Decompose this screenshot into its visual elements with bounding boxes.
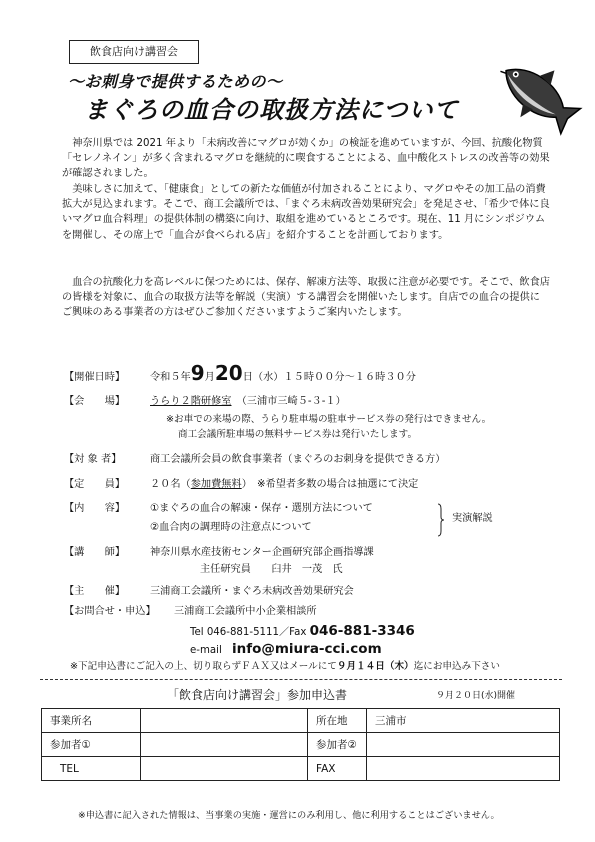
contact-email-row (190, 642, 382, 658)
host-value: 三浦商工会議所・まぐろ未病改善効果研究会 (150, 586, 354, 597)
subtitle: ～お刺身で提供するための～ (68, 72, 283, 91)
table-row (42, 757, 560, 781)
cut-line (40, 679, 562, 680)
intro-paragraph-2: 美味しさに加えて、「健康食」としての新たな価値が付加されることにより、マグロやその加工品の消費拡大が見込まれます。そこで、商工会議所では、「まぐろ未病改善効果研究会」を発足させ、「希少で体に良いマグロ血合料理」の提供体制の構築に向け、取組を進めているところです。現在、11 月にシンポジウムを開催し、その席上で「血合が食べられる店」を紹介することを計画しております。 (62, 184, 550, 241)
form-label-participant-2: 参加者② (308, 733, 367, 757)
date-time: （水）１５時００分～１６時３０分 (252, 372, 416, 383)
form-label-fax: FAX (308, 757, 367, 781)
form-label-address: 所在地 (308, 709, 367, 733)
target-value: 商工会議所会員の飲食事業者（まぐろのお刺身を提供できる方） (150, 454, 446, 465)
form-field-tel[interactable] (141, 757, 308, 781)
lecturer-name: 臼井 一茂 氏 (271, 564, 343, 575)
form-field-address[interactable]: 三浦市 (367, 709, 560, 733)
lecturer-role: 主任研究員 (200, 564, 251, 575)
contact-label: 【お問合せ・申込】 (64, 606, 156, 617)
form-date: ９月２０日(水)開催 (436, 691, 516, 701)
application-form (41, 708, 560, 781)
table-row (42, 709, 560, 733)
form-title: 「飲食店向け講習会」参加申込書 (167, 688, 348, 702)
date-day: 20 (214, 361, 243, 385)
event-date (64, 361, 416, 385)
date-label: 【開催日時】 (64, 372, 126, 383)
date-month-unit: 月 (204, 372, 215, 383)
contact-org: 三浦商工会議所中小企業相談所 (174, 606, 317, 617)
venue-address: （三浦市三崎５-３-１） (241, 396, 346, 407)
venue-name: うらり２階研修室 (150, 396, 232, 407)
event-capacity (64, 478, 418, 492)
event-venue (64, 395, 346, 409)
event-content-1 (64, 502, 373, 516)
intro-paragraph-3: 血合の抗酸化力を高レベルに保つためには、保存、解凍方法等、取扱に注意が必要です。そこで、飲食店の皆様を対象に、血合の取扱方法等を解説（実演）する講習会を開催いたします。自店での血合の提供にご興味のある事業者の方はぜひご参加くださいますようご案内いたします。 (62, 277, 550, 319)
event-type-tag: 飲食店向け講習会 (69, 40, 199, 64)
contact-email[interactable]: info@miura-cci.com (231, 641, 382, 657)
form-label-business: 事業所名 (42, 709, 141, 733)
contact-email-label: e-mail (190, 645, 222, 656)
content-label: 【内 容】 (64, 503, 126, 514)
form-field-fax[interactable] (367, 757, 560, 781)
capacity-value: ２０名（ (150, 479, 191, 490)
date-day-unit: 日 (242, 372, 253, 383)
capacity-free: 参加費無料 (190, 479, 242, 490)
content-item-1: ①まぐろの血合の解凍・保存・選別方法について (150, 503, 373, 514)
date-month: 9 (190, 361, 205, 385)
lecturer-person (200, 563, 343, 577)
deadline-post: 迄にお申込み下さい (413, 661, 500, 672)
target-label: 【対 象 者】 (64, 454, 122, 465)
contact-fax: 046-881-3346 (309, 623, 415, 639)
brace-icon (437, 503, 445, 537)
event-host (64, 585, 354, 599)
intro-paragraph-1: 神奈川県では 2021 年より「未病改善にマグロが効くか」の検証を進めていますが、今回、抗酸化物質「セレノネイン」が多く含まれるマグロを継続的に喫食することによる、血中酸化ストレスの改善等の効果が確認されました。 (62, 138, 550, 180)
capacity-note: ※希望者多数の場合は抽選にて決定 (256, 479, 419, 490)
contact-phone (190, 624, 415, 640)
page-title: まぐろの血合の取扱方法について (84, 96, 459, 124)
date-era: 令和５年 (150, 372, 191, 383)
parking-note-1: ※お車での来場の際、うらり駐車場の駐車サービス券の発行はできません。 (166, 414, 492, 425)
form-field-participant-2[interactable] (367, 733, 560, 757)
venue-label: 【会 場】 (64, 396, 126, 407)
capacity-label: 【定 員】 (64, 479, 126, 490)
lecturer-org: 神奈川県水産技術センター企画研究部企画指導課 (150, 547, 374, 558)
host-label: 【主 催】 (64, 586, 126, 597)
form-field-business[interactable] (141, 709, 308, 733)
privacy-footnote: ※申込書に記入された情報は、当事業の実施・運営にのみ利用し、他に利用することはございません。 (78, 810, 500, 821)
content-side-note: 実演解説 (452, 513, 493, 524)
event-lecturer (64, 546, 374, 560)
form-label-tel: TEL (42, 757, 141, 781)
form-label-participant-1: 参加者① (42, 733, 141, 757)
event-contact (64, 605, 317, 619)
parking-note-2: 商工会議所駐車場の無料サービス券は発行いたします。 (178, 429, 418, 440)
content-item-2: ②血合肉の調理時の注意点について (150, 522, 312, 533)
deadline-date: ９月１４日（木） (336, 661, 414, 672)
tuna-fish-icon (488, 44, 584, 144)
deadline-note (70, 660, 500, 674)
deadline-pre: ※下記申込書にご記入の上、切り取らずＦＡＸ又はメールにて (70, 661, 337, 672)
capacity-close: ） (241, 479, 247, 490)
table-row (42, 733, 560, 757)
form-field-participant-1[interactable] (141, 733, 308, 757)
event-target (64, 453, 445, 467)
contact-tel: Tel 046-881-5111／Fax (190, 627, 310, 638)
lecturer-label: 【講 師】 (64, 547, 126, 558)
